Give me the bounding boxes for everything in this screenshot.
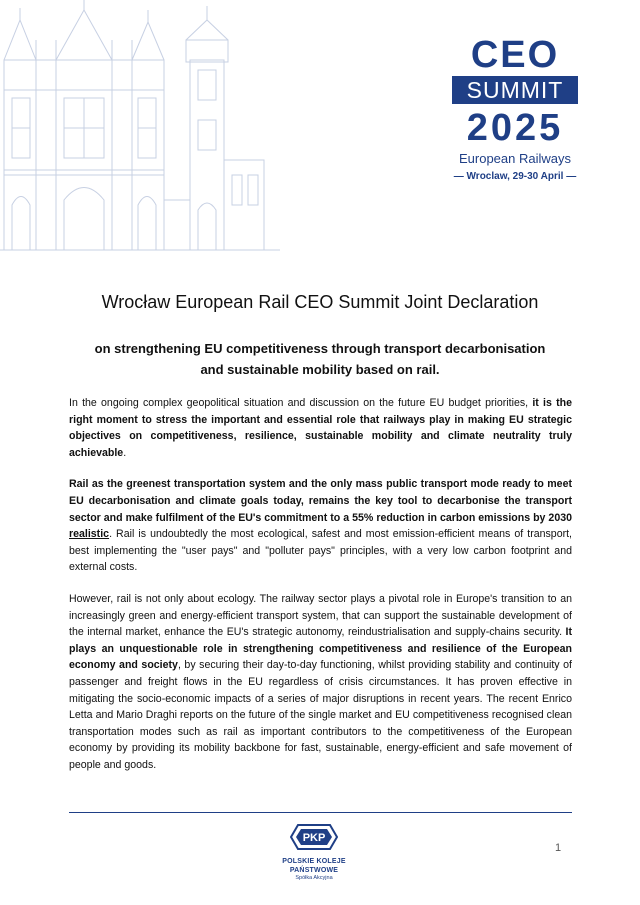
- paragraph-3-text: However, rail is not only about ecology. The railway sector plays a pivotal role in Europe's transition to an increasingly green and energy-efficient transport system, that can support the sustainable development of the internal market, enhance the EU's strategic autonomy, reindustrialisation and supply-chains security.: [69, 592, 572, 639]
- logo-date: — Wroclaw, 29-30 April —: [453, 171, 577, 182]
- paragraph-2-text: . Rail is undoubtedly the most ecological, safest and most emission-efficient means of transport, best implementing the "user pays" and "polluter pays" principles, with a very low carbon footprint and external costs.: [69, 528, 572, 574]
- paragraph-2-bold: Rail as the greenest transportation system and the only mass public transport mode ready to meet EU decarbonisation and climate goals today, remains the key tool to decarbonise the transport sector and make fulfilment of the EU's commitment to a 55% reduction in carbon emissions by 2030: [69, 478, 572, 524]
- pkp-company-form: Spółka Akcyjna: [295, 875, 333, 881]
- paragraph-3: [69, 591, 572, 774]
- logo-summit-text: SUMMIT: [452, 76, 578, 104]
- paragraph-1: [69, 395, 572, 461]
- pkp-logo-icon: [290, 824, 338, 850]
- document-subtitle: [80, 338, 560, 380]
- subtitle-line-2: and sustainable mobility based on rail.: [200, 362, 440, 377]
- declaration-body: [69, 395, 572, 788]
- paragraph-1-end: .: [123, 446, 127, 459]
- document-title: Wrocław European Rail CEO Summit Joint Declaration: [101, 292, 539, 312]
- footer-divider: [69, 812, 572, 813]
- paragraph-1-text: In the ongoing complex geopolitical situation and discussion on the future EU budget priorities,: [69, 397, 533, 409]
- paragraph-3-end: , by securing their day-to-day functioning, whilst providing stability and continuity of passenger and freight flows in the EU regardless of crisis circumstances. It has proven effective in mitigating the socio-economic impacts of a series of major disruptions in recent years. The recent Enrico Letta and Mario Draghi reports on the future of the single market and EU competitiveness recognised clean transportation modes such as rail as important contributors to the competitiveness of the European economy by providing its mobility backbone for fast, sustainable, energy-efficient and safe movement of people and goods.: [69, 659, 572, 771]
- ceo-summit-logo: [452, 36, 578, 184]
- pkp-logo: [262, 824, 366, 882]
- building-illustration: [0, 0, 300, 260]
- logo-european-railways: European Railways: [458, 151, 571, 166]
- logo-ceo-text: CEO: [470, 34, 560, 76]
- paragraph-3-bold: It plays an unquestionable role in strengthening competitiveness and resilience of the European economy and society: [69, 626, 572, 672]
- pkp-company-name: POLSKIE KOLEJE PAŃSTWOWE: [282, 858, 346, 874]
- logo-year-text: 2025: [466, 107, 564, 149]
- paragraph-2-underlined: realistic: [69, 528, 110, 541]
- pkp-logo-mark: PKP: [302, 832, 326, 844]
- page-number: 1: [555, 842, 562, 854]
- subtitle-line-1: on strengthening EU competitiveness through transport decarbonisation: [94, 341, 546, 356]
- paragraph-1-bold: it is the right moment to stress the important and essential role that railways play in making EU strategic objectives on competitiveness, resilience, sustainable mobility and climate neutrality truly achievable: [69, 397, 572, 459]
- paragraph-2: [69, 476, 572, 576]
